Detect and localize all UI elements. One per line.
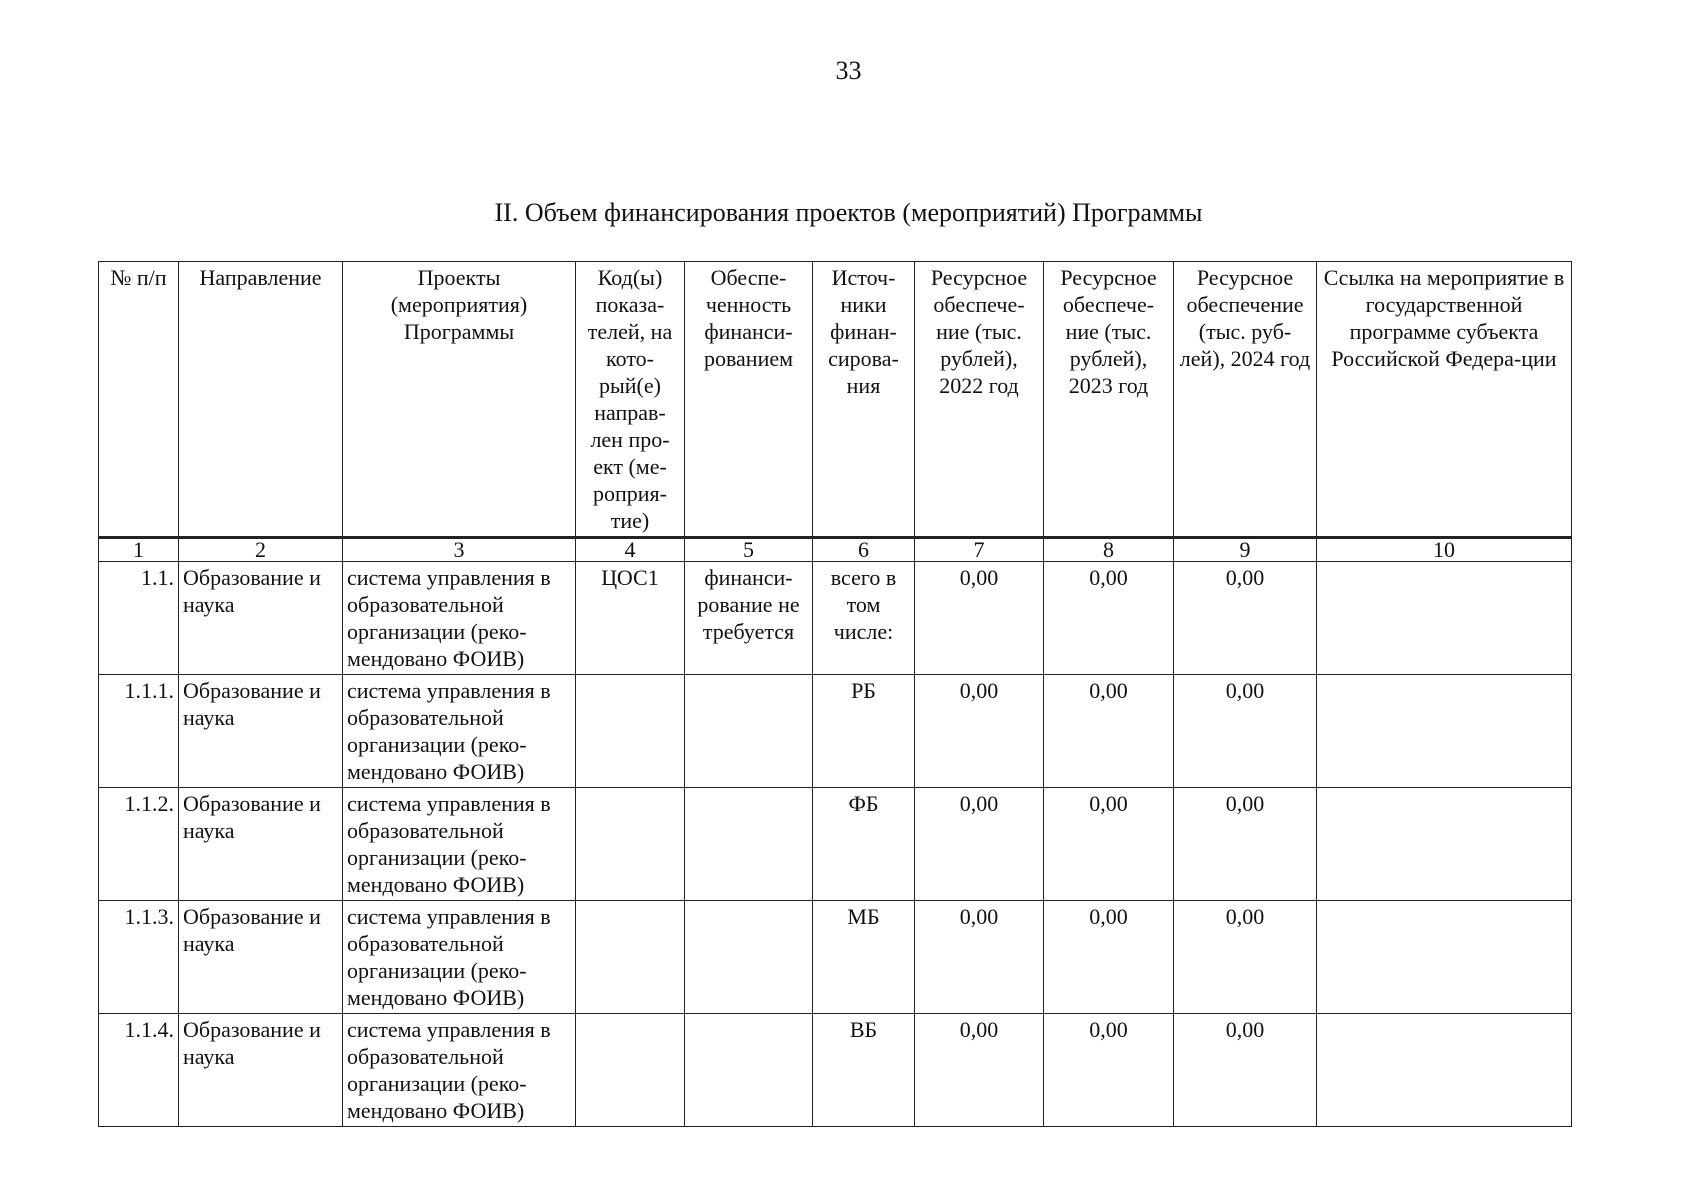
cell-project: система управления в образовательной организации (реко-мендовано ФОИВ) [343, 562, 576, 675]
header-cell-code: Код(ы) показа-телей, на кото-рый(е) направ-лен про-ект (ме-роприя-тие) [576, 262, 685, 538]
cell-code [576, 1014, 685, 1127]
cell-link [1317, 562, 1572, 675]
header-cell-num: № п/п [99, 262, 179, 538]
financing-table [98, 261, 1572, 1127]
header-row [99, 262, 1572, 538]
cell-link [1317, 1014, 1572, 1127]
cell-provision [685, 1014, 813, 1127]
cell-link [1317, 788, 1572, 901]
column-number: 7 [915, 538, 1044, 562]
header-cell-2022: Ресурсное обеспече-ние (тыс. рублей), 2022 год [915, 262, 1044, 538]
cell-2022: 0,00 [915, 901, 1044, 1014]
cell-direction: Образование и наука [179, 562, 343, 675]
header-cell-source: Источ-ники финан-сирова-ния [813, 262, 915, 538]
header-cell-direction: Направление [179, 262, 343, 538]
cell-source: ВБ [813, 1014, 915, 1127]
cell-num: 1.1. [99, 562, 179, 675]
column-number: 1 [99, 538, 179, 562]
cell-2023: 0,00 [1044, 1014, 1174, 1127]
cell-project: система управления в образовательной организации (реко-мендовано ФОИВ) [343, 901, 576, 1014]
cell-link [1317, 901, 1572, 1014]
cell-2023: 0,00 [1044, 788, 1174, 901]
cell-project: система управления в образовательной организации (реко-мендовано ФОИВ) [343, 788, 576, 901]
cell-code: ЦОС1 [576, 562, 685, 675]
page-number: 33 [835, 56, 862, 85]
header-cell-link: Ссылка на мероприятие в государственной программе субъекта Российской Федера-ции [1317, 262, 1572, 538]
column-number: 3 [343, 538, 576, 562]
cell-2024: 0,00 [1174, 1014, 1317, 1127]
table-row [99, 788, 1572, 901]
cell-provision [685, 788, 813, 901]
page-title: II. Объем финансирования проектов (мероприятий) Программы [494, 198, 1203, 227]
cell-provision [685, 901, 813, 1014]
cell-source: всего в том числе: [813, 562, 915, 675]
cell-source: ФБ [813, 788, 915, 901]
column-number-row [99, 538, 1572, 562]
cell-2024: 0,00 [1174, 562, 1317, 675]
cell-2022: 0,00 [915, 562, 1044, 675]
column-number: 2 [179, 538, 343, 562]
cell-direction: Образование и наука [179, 901, 343, 1014]
cell-2024: 0,00 [1174, 788, 1317, 901]
cell-2024: 0,00 [1174, 675, 1317, 788]
column-number: 5 [685, 538, 813, 562]
column-number: 8 [1044, 538, 1174, 562]
cell-provision: финанси-рование не требуется [685, 562, 813, 675]
cell-2022: 0,00 [915, 788, 1044, 901]
header-cell-provision: Обеспе-ченность финанси-рованием [685, 262, 813, 538]
cell-2023: 0,00 [1044, 562, 1174, 675]
header-cell-2024: Ресурсное обеспечение (тыс. руб-лей), 2024 год [1174, 262, 1317, 538]
cell-link [1317, 675, 1572, 788]
column-number: 6 [813, 538, 915, 562]
cell-project: система управления в образовательной организации (реко-мендовано ФОИВ) [343, 1014, 576, 1127]
table-row [99, 675, 1572, 788]
cell-num: 1.1.3. [99, 901, 179, 1014]
cell-provision [685, 675, 813, 788]
cell-2023: 0,00 [1044, 675, 1174, 788]
cell-2022: 0,00 [915, 1014, 1044, 1127]
cell-code [576, 675, 685, 788]
cell-2024: 0,00 [1174, 901, 1317, 1014]
table-row [99, 562, 1572, 675]
cell-num: 1.1.1. [99, 675, 179, 788]
cell-source: РБ [813, 675, 915, 788]
cell-num: 1.1.2. [99, 788, 179, 901]
column-number: 10 [1317, 538, 1572, 562]
cell-2023: 0,00 [1044, 901, 1174, 1014]
header-cell-project: Проекты (мероприятия) Программы [343, 262, 576, 538]
cell-direction: Образование и наука [179, 1014, 343, 1127]
cell-project: система управления в образовательной организации (реко-мендовано ФОИВ) [343, 675, 576, 788]
header-cell-2023: Ресурсное обеспече-ние (тыс. рублей), 2023 год [1044, 262, 1174, 538]
column-number: 9 [1174, 538, 1317, 562]
cell-direction: Образование и наука [179, 788, 343, 901]
cell-code [576, 788, 685, 901]
table-row [99, 1014, 1572, 1127]
cell-direction: Образование и наука [179, 675, 343, 788]
cell-num: 1.1.4. [99, 1014, 179, 1127]
column-number: 4 [576, 538, 685, 562]
cell-code [576, 901, 685, 1014]
cell-source: МБ [813, 901, 915, 1014]
table-row [99, 901, 1572, 1014]
cell-2022: 0,00 [915, 675, 1044, 788]
